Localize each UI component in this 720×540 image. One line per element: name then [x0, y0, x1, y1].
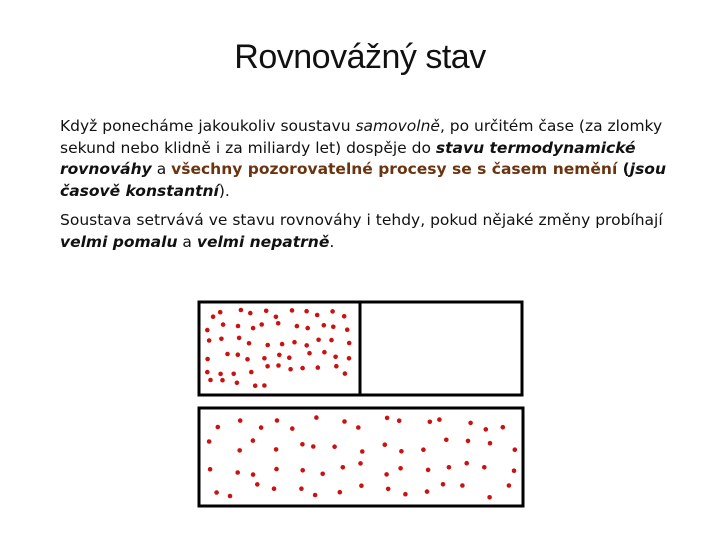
particle [428, 420, 433, 425]
particle [265, 364, 270, 369]
particle [235, 381, 240, 386]
particle [482, 465, 487, 470]
particle [274, 315, 279, 320]
particle [322, 350, 327, 355]
particle [338, 490, 343, 495]
particle [447, 465, 452, 470]
particle [218, 372, 223, 377]
particle [304, 309, 309, 314]
particle [426, 468, 431, 473]
particle [398, 466, 403, 471]
particle [214, 490, 219, 495]
particle [274, 467, 279, 472]
p1-procesy-nemeni: všechny pozorovatelné procesy se s časem nemění [171, 160, 618, 178]
particle [341, 465, 346, 470]
particle [513, 447, 518, 452]
particle [276, 321, 281, 326]
particle [262, 356, 267, 361]
particle [358, 461, 363, 466]
particle [356, 425, 361, 430]
particle [219, 337, 224, 342]
particle [314, 415, 319, 420]
particle [383, 442, 388, 447]
particle [316, 365, 321, 370]
particle [207, 338, 212, 343]
particle [460, 483, 465, 488]
particle [259, 425, 264, 430]
particle [253, 383, 258, 388]
particle [322, 323, 327, 328]
particle [290, 426, 295, 431]
particle [211, 314, 216, 319]
particle [247, 341, 252, 346]
particle [360, 449, 365, 454]
particle [313, 493, 318, 498]
particle [487, 495, 492, 500]
particle [488, 441, 493, 446]
top-box-right-compartment [360, 302, 522, 395]
particle [334, 364, 339, 369]
particle [300, 442, 305, 447]
particle [205, 370, 210, 375]
bottom-box-compartment [199, 408, 523, 506]
particle [248, 311, 253, 316]
particle [275, 418, 280, 423]
particle [397, 418, 402, 423]
p1-text-9: ). [218, 181, 230, 200]
particle [484, 427, 489, 432]
particle [237, 336, 242, 341]
particle [288, 367, 293, 372]
particle [235, 470, 240, 475]
particle [512, 468, 517, 473]
particle [205, 328, 210, 333]
particle [342, 314, 347, 319]
particle [307, 351, 312, 356]
particle [264, 309, 269, 314]
particle [251, 326, 256, 331]
particle [311, 444, 316, 449]
particle [225, 352, 230, 357]
particle [251, 438, 256, 443]
particle [437, 417, 442, 422]
particle [347, 341, 352, 346]
particle [300, 366, 305, 371]
particle [320, 472, 325, 477]
particle [501, 425, 506, 430]
particle [218, 310, 223, 315]
particle [249, 370, 254, 375]
particle [239, 308, 244, 313]
particle [231, 372, 236, 377]
particle [220, 378, 225, 383]
particle [304, 343, 309, 348]
particle [277, 353, 282, 358]
particle [421, 447, 426, 452]
particle [468, 421, 473, 426]
p2-text-5: . [329, 232, 335, 251]
particle [359, 483, 364, 488]
particle [444, 438, 449, 443]
particle [276, 363, 281, 368]
particle [441, 482, 446, 487]
p1-text-1: Když ponecháme jakoukoliv soustavu [60, 117, 356, 135]
p1-text-5: a [151, 160, 172, 178]
particle [330, 309, 335, 314]
particle [238, 418, 243, 423]
particle [292, 340, 297, 345]
p2-text-3: a [177, 232, 197, 251]
p2-velmi-nepatrne: velmi nepatrně [196, 232, 330, 251]
particle [207, 439, 212, 444]
particle [425, 489, 430, 494]
particle [466, 439, 471, 444]
particle [295, 324, 300, 329]
particle [403, 492, 408, 497]
particle [287, 355, 292, 360]
particle [221, 322, 226, 327]
particle [333, 355, 338, 360]
particle [208, 467, 213, 472]
particle [316, 338, 321, 343]
p1-text-3: , po určitém čase (za zlomky sekund nebo klidně i za miliardy let) dospěje do [60, 117, 663, 157]
particle [331, 325, 336, 330]
particle [262, 383, 267, 388]
particle [245, 357, 250, 362]
particle [343, 371, 348, 376]
p2-velmi-pomalu: velmi pomalu [60, 232, 178, 251]
p1-samovolne: samovolně [355, 117, 440, 135]
particle [208, 378, 213, 383]
particle [259, 322, 264, 327]
particle [464, 461, 469, 466]
particle [384, 472, 389, 477]
particle [299, 486, 304, 491]
top-box [199, 302, 522, 395]
particle [280, 342, 285, 347]
particle [385, 416, 390, 421]
particle [399, 449, 404, 454]
p1-paren-open: ( [617, 160, 630, 178]
particle [274, 447, 279, 452]
particle [342, 419, 347, 424]
slide-title: Rovnovážný stav [234, 38, 486, 76]
particle [386, 487, 391, 492]
particle [332, 444, 337, 449]
particle [236, 324, 241, 329]
particle [315, 313, 320, 318]
particle [237, 448, 242, 453]
particle [205, 357, 210, 362]
particle [305, 326, 310, 331]
particle [251, 472, 256, 477]
p2-text-1: Soustava setrvává ve stavu rovnováhy i tehdy, pokud nějaké změny probíhají [60, 211, 663, 229]
p1-casove-konstantni: jsou časově konstantní [60, 160, 666, 200]
particle [228, 494, 233, 499]
particle [272, 486, 277, 491]
bottom-box [199, 408, 523, 506]
particle [216, 425, 221, 430]
particle [345, 327, 350, 332]
particle [255, 482, 260, 487]
p1-stavu-rovnovahy: stavu termodynamické rovnováhy [60, 138, 636, 178]
particle [236, 352, 241, 357]
particle [265, 343, 270, 348]
particle [329, 338, 334, 343]
particle [300, 468, 305, 473]
particle [290, 308, 295, 313]
particle [347, 356, 352, 361]
particle [507, 483, 512, 488]
